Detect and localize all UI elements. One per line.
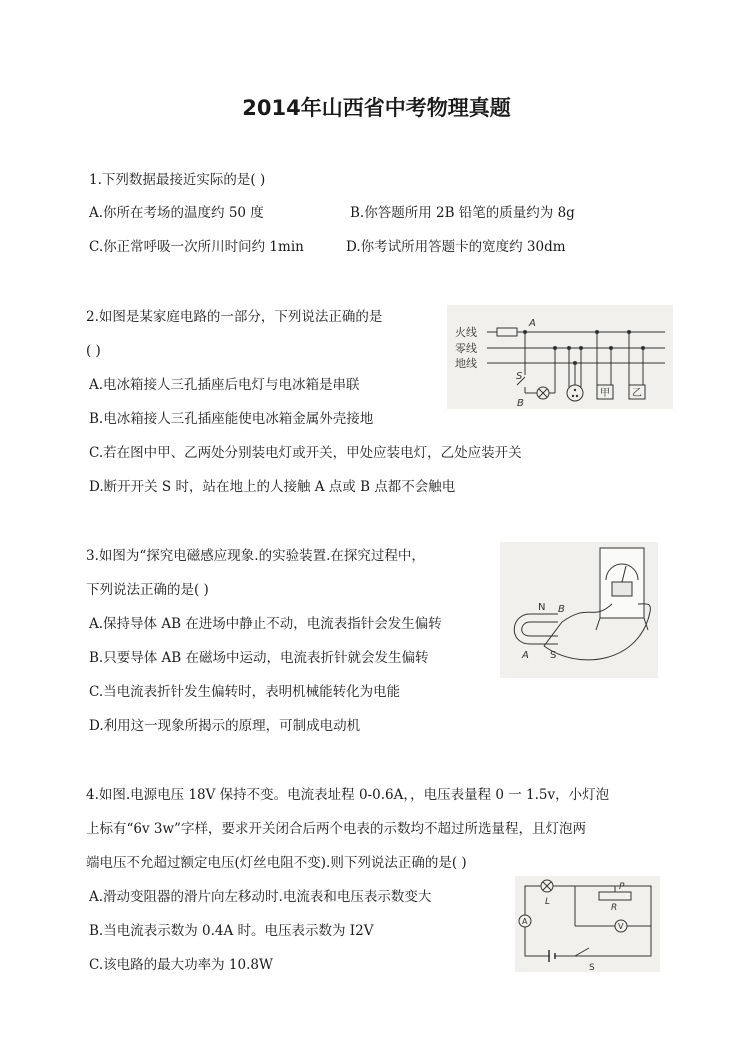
q2-option-b: B.电冰箱接人三孔插座能使电冰箱金属外壳接地 (89, 411, 374, 427)
voltmeter-v-label: V (618, 922, 624, 931)
q4-option-b: B.当电流表示数为 0.4A 时。电压表示数为 I2V (89, 923, 374, 939)
q3-option-b: B.只要导体 AB 在磁场中运动，电流表折针就会发生偏转 (89, 650, 429, 666)
slider-p-label: P (619, 882, 625, 892)
q4-option-a: A.滑动变阻器的滑片向左移动时.电流表和电压表示数变大 (89, 889, 432, 905)
q2-circuit-figure (447, 305, 673, 409)
q1-option-b: B.你答题所用 2B 铅笔的质量约为 8g (350, 205, 575, 221)
lamp-l-label: L (545, 897, 551, 907)
switch-s-label: S (516, 371, 523, 382)
q4-circuit-figure (515, 876, 660, 972)
conductor-a-label: A (522, 650, 529, 661)
q2-stem: 2.如图是某家庭电路的一部分，下列说法正确的是 (86, 309, 383, 325)
q4-stem-line2: 上标有“6v 3w”字样，要求开关闭合后两个电表的示数均不超过所选量程，且灯泡两 (86, 821, 586, 837)
q3-stem-continued: 下列说法正确的是( ) (86, 582, 209, 598)
neutral-line-label: 零线 (455, 342, 477, 355)
magnet-n-label: N (538, 602, 546, 613)
q4-stem-line1: 4.如图.电源电压 18V 保持不变。电流表址程 0-0.6A，，电压表量程 0 一 1.5v，小灯泡 (86, 787, 610, 803)
q1-stem: 1.下列数据最接近实际的是( ) (89, 172, 266, 188)
fire-line-label: 火线 (455, 326, 477, 339)
magnet-s-label: S (550, 650, 557, 661)
q1-option-d: D.你考试所用答题卡的宽度约 30dm (346, 239, 566, 255)
box-jia-label: 甲 (600, 388, 610, 399)
q1-option-a: A.你所在考场的温度约 50 度 (89, 205, 264, 221)
ground-line-label: 地线 (455, 357, 477, 370)
q3-stem: 3.如图为“探究电磁感应现象.的实验装置.在探究过程中， (86, 548, 425, 564)
q3-option-c: C.当电流表折针发生偏转时，表明机械能转化为电能 (89, 684, 401, 700)
rheostat-r-label: R (611, 903, 618, 913)
conductor-b-label: B (558, 604, 565, 615)
point-b-label: B (517, 398, 524, 409)
q3-option-d: D.利用这一现象所揭示的原理，可制成电动机 (89, 718, 361, 734)
q3-option-a: A.保持导体 AB 在进场中静止不动，电流表指针会发生偏转 (89, 616, 442, 632)
q2-option-d: D.断开开关 S 时，站在地上的人接触 A 点或 B 点都不会触电 (89, 479, 456, 495)
point-a-label: A (529, 318, 536, 329)
q2-option-a: A.电冰箱接人三孔插座后电灯与电冰箱是串联 (89, 377, 360, 393)
q2-blank: ( ) (86, 343, 101, 359)
switch-s-label: S (589, 963, 595, 972)
box-yi-label: 乙 (632, 388, 642, 399)
page-title: 2014年山西省中考物理真题 (242, 96, 511, 120)
q4-option-c: C.该电路的最大功率为 10.8W (89, 957, 273, 973)
q1-option-c: C.你正常呼吸一次所川时问约 1min (89, 239, 304, 255)
q4-stem-line3: 端电压不允超过额定电压(灯丝电阻不变).则下列说法正确的是( ) (86, 855, 467, 871)
q3-induction-figure (500, 542, 658, 678)
ammeter-a-label: A (522, 917, 528, 926)
q2-option-c: C.若在图中甲、乙两处分别装电灯或开关，甲处应装电灯，乙处应装开关 (89, 445, 522, 461)
